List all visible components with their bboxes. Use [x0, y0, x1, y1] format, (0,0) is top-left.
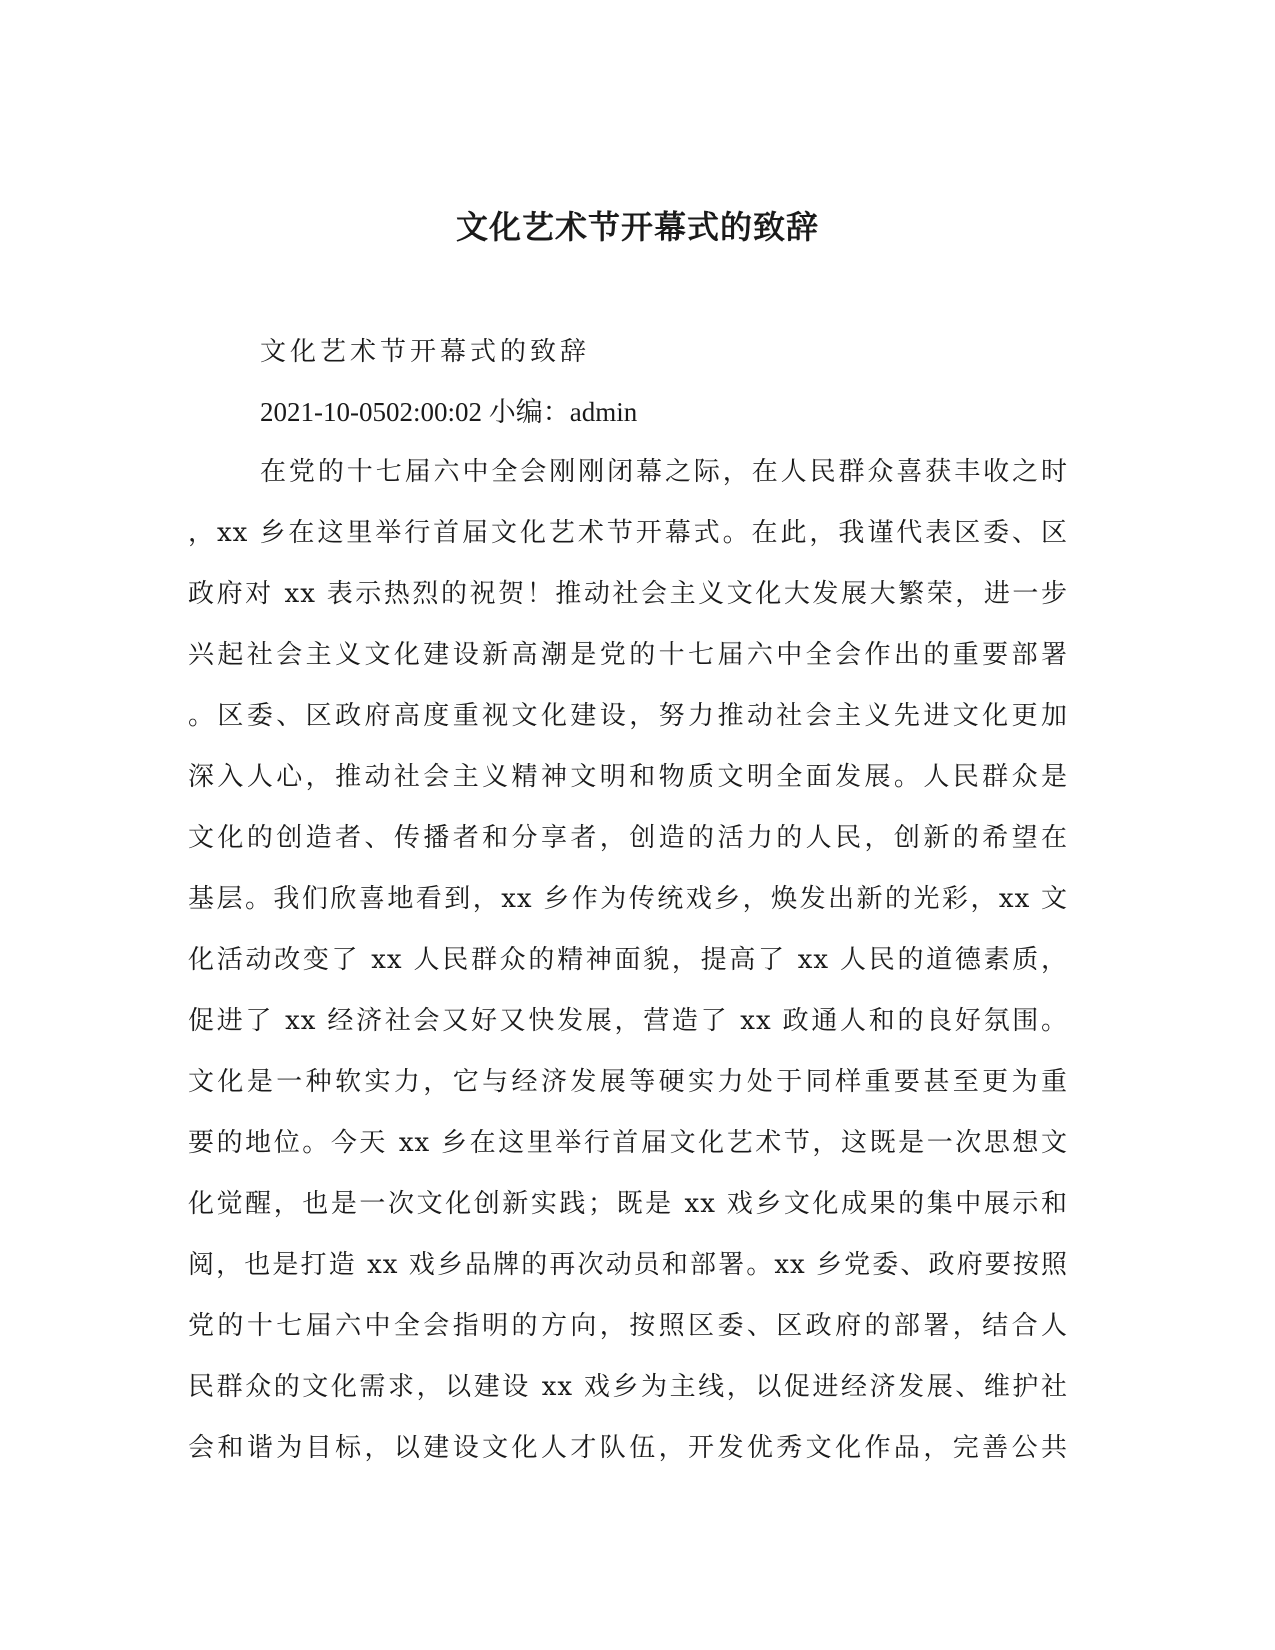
body-line: ，xx 乡在这里举行首届文化艺术节开幕式。在此，我谨代表区委、区 [188, 518, 1068, 548]
body-line: 阅，也是打造 xx 戏乡品牌的再次动员和部署。xx 乡党委、政府要按照 [188, 1250, 1068, 1280]
body-paragraph [188, 450, 1068, 1487]
body-line: 兴起社会主义文化建设新高潮是党的十七届六中全会作出的重要部署 [188, 640, 1068, 670]
body-line: 政府对 xx 表示热烈的祝贺！推动社会主义文化大发展大繁荣，进一步 [188, 579, 1068, 609]
document-subtitle: 文化艺术节开幕式的致辞 [260, 337, 591, 367]
body-line: 基层。我们欣喜地看到，xx 乡作为传统戏乡，焕发出新的光彩，xx 文 [188, 884, 1068, 914]
body-line: 深入人心，推动社会主义精神文明和物质文明全面发展。人民群众是 [188, 762, 1068, 792]
body-line: 。区委、区政府高度重视文化建设，努力推动社会主义先进文化更加 [188, 701, 1068, 731]
body-line: 文化的创造者、传播者和分享者，创造的活力的人民，创新的希望在 [188, 823, 1068, 853]
body-line: 文化是一种软实力，它与经济发展等硬实力处于同样重要甚至更为重 [188, 1067, 1068, 1097]
publish-meta: 2021-10-0502:00:02 小编：admin [260, 397, 638, 427]
body-line: 会和谐为目标，以建设文化人才队伍，开发优秀文化作品，完善公共 [188, 1433, 1068, 1463]
body-line: 促进了 xx 经济社会又好又快发展，营造了 xx 政通人和的良好氛围。 [188, 1006, 1068, 1036]
body-line: 化活动改变了 xx 人民群众的精神面貌，提高了 xx 人民的道德素质， [188, 945, 1068, 975]
body-line: 党的十七届六中全会指明的方向，按照区委、区政府的部署，结合人 [188, 1311, 1068, 1341]
body-line: 要的地位。今天 xx 乡在这里举行首届文化艺术节，这既是一次思想文 [188, 1128, 1068, 1158]
body-line: 化觉醒，也是一次文化创新实践；既是 xx 戏乡文化成果的集中展示和 [188, 1189, 1068, 1219]
document-title: 文化艺术节开幕式的致辞 [455, 208, 819, 246]
body-line: 在党的十七届六中全会刚刚闭幕之际，在人民群众喜获丰收之时 [260, 457, 1068, 487]
body-line: 民群众的文化需求，以建设 xx 戏乡为主线，以促进经济发展、维护社 [188, 1372, 1068, 1402]
